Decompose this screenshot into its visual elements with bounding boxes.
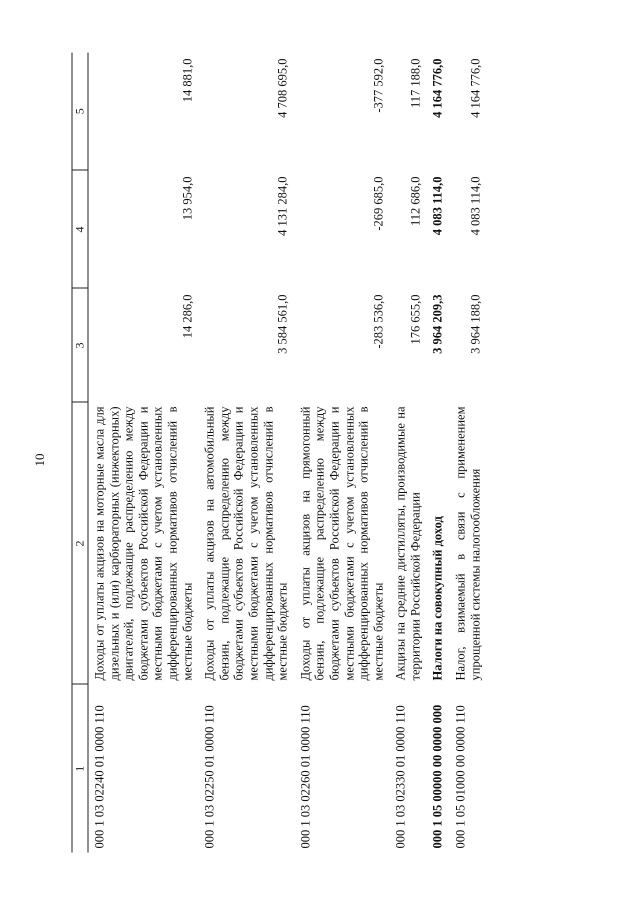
value-col4: 112 686,0: [408, 176, 423, 226]
value-col4: 4 131 284,0: [275, 176, 290, 236]
column-header-1: 1: [72, 684, 88, 852]
revenue-name: Налог, взимаемый в связи с применением упрощенной системы налогообложения: [453, 406, 483, 680]
revenue-name: Доходы от уплаты акцизов на автомобильный бензин, подлежащие распределению между бюджетами субъектов Российской Федерации и местными бюджетами с учетом установленных дифференцированных нормативов отчислений в местные бюджеты: [202, 406, 290, 680]
column-header-2: 2: [72, 402, 88, 684]
rotated-table-container: [72, 52, 609, 852]
revenue-name: Налоги на совокупный доход: [430, 515, 445, 680]
value-col4: 4 083 114,0: [468, 176, 483, 235]
value-col3: 14 286,0: [180, 294, 195, 338]
budget-code: 000 1 05 00000 00 0000 000: [430, 704, 445, 848]
revenue-name: Доходы от уплаты акцизов на моторные масла для дизельных и (или) карбюраторных (инжекторных) двигателей, подлежащие распределению между бюджетами субъектов Российской Федерации и местными бюджетами с учетом установленных дифференцированных нормативов отчислений в местные бюджеты: [92, 406, 195, 680]
table-row: [450, 52, 487, 852]
value-col5: 14 881,0: [180, 58, 195, 102]
value-col5: 4 164 776,0: [468, 58, 483, 118]
budget-code: 000 1 03 02330 01 0000 110: [393, 704, 408, 848]
value-col5: -377 592,0: [371, 58, 386, 113]
revenue-name: Акцизы на средние дистилляты, производимые на территории Российской Федерации: [393, 406, 423, 680]
budget-code: 000 1 03 02240 01 0000 110: [92, 704, 107, 848]
table-row-total: [427, 52, 450, 852]
header-row: [72, 52, 88, 852]
column-header-3: 3: [72, 288, 88, 402]
page-number: 10: [32, 453, 47, 467]
table-row: [199, 52, 295, 852]
table-row: [294, 52, 390, 852]
table-row: [88, 52, 199, 852]
value-col4: 4 083 114,0: [430, 176, 445, 235]
value-col5: 4 164 776,0: [430, 58, 445, 118]
value-col3: -283 536,0: [371, 294, 386, 349]
column-header-5: 5: [72, 52, 88, 170]
revenue-table: [72, 52, 487, 852]
value-col3: 3 964 209,3: [430, 294, 445, 354]
value-col4: -269 685,0: [371, 176, 386, 231]
value-col3: 3 584 561,0: [275, 294, 290, 354]
value-col4: 13 954,0: [180, 176, 195, 220]
value-col5: 4 708 695,0: [275, 58, 290, 118]
budget-code: 000 1 05 01000 00 0000 110: [453, 704, 468, 848]
budget-code: 000 1 03 02260 01 0000 110: [298, 704, 313, 848]
value-col3: 176 655,0: [408, 294, 423, 344]
table-row: [390, 52, 427, 852]
value-col5: 117 188,0: [408, 58, 423, 108]
revenue-name: Доходы от уплаты акцизов на прямогонный бензин, подлежащие распределению между бюджетами субъектов Российской Федерации и местными бюджетами с учетом установленных дифференцированных нормативов отчислений в местные бюджеты: [298, 406, 386, 680]
budget-code: 000 1 03 02250 01 0000 110: [202, 704, 217, 848]
value-col3: 3 964 188,0: [468, 294, 483, 354]
column-header-4: 4: [72, 170, 88, 288]
